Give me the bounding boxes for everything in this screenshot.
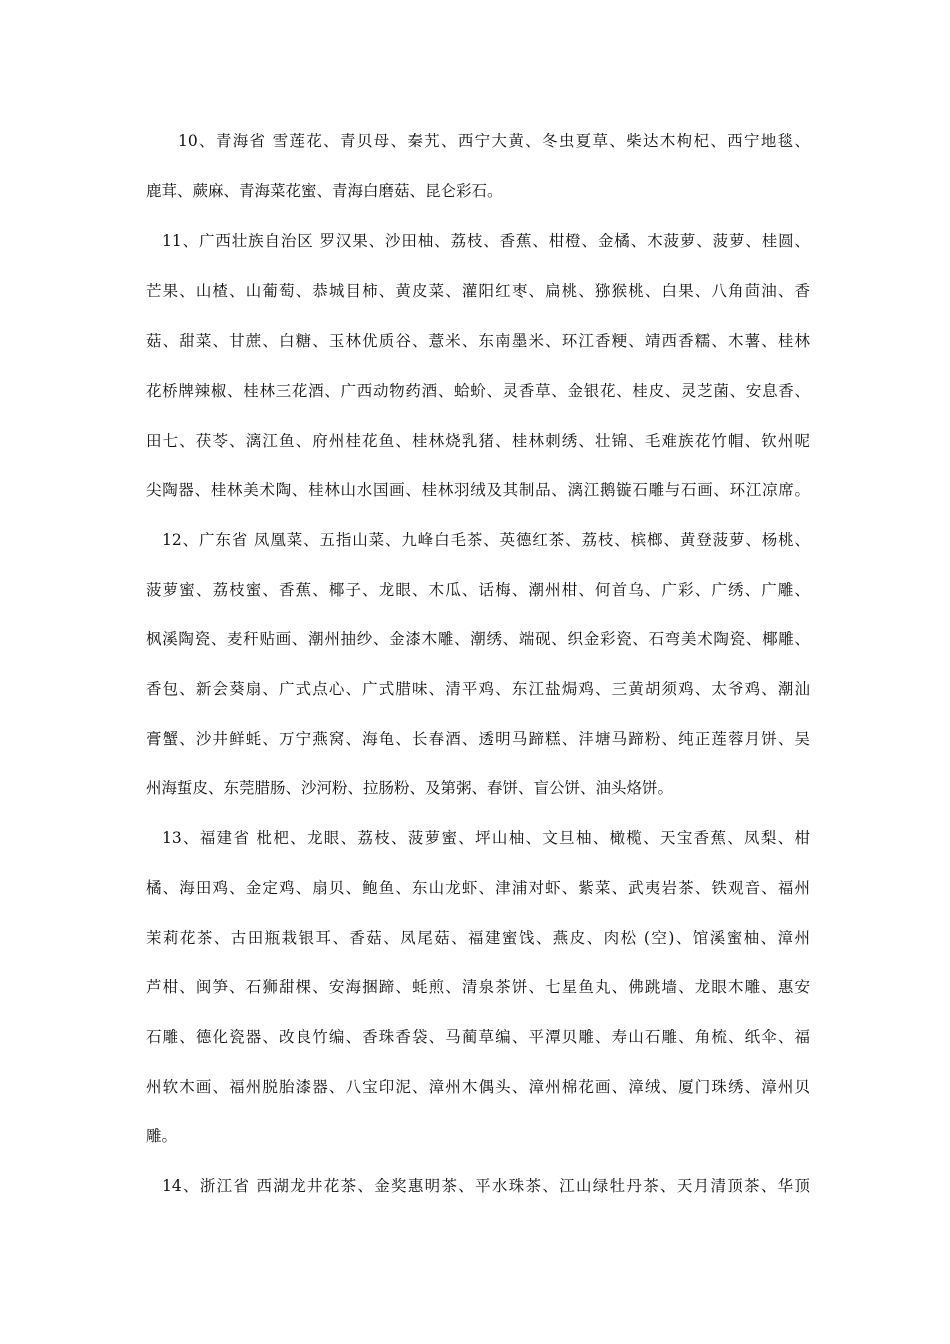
text-line-20: 州软木画、福州脱胎漆器、八宝印泥、漳州木偶头、漳州棉花画、漳绒、厦门珠绣、漳州贝 xyxy=(146,1078,810,1096)
text-line-18: 芦柑、闽笋、石狮甜棵、安海捆蹄、蚝煎、清泉茶饼、七星鱼丸、佛跳墙、龙眼木雕、惠安 xyxy=(146,978,810,996)
text-line-19: 石雕、德化瓷器、改良竹编、香珠香袋、马蔺草编、平潭贝雕、寿山石雕、角梳、纸伞、福 xyxy=(146,1028,810,1046)
text-line-21: 雕。 xyxy=(146,1127,178,1145)
text-line-13: 膏蟹、沙井鲜蚝、万宁燕窝、海龟、长春酒、透明马蹄糕、沣塘马蹄粉、纯正莲蓉月饼、吴 xyxy=(146,730,810,748)
text-line-2: 鹿茸、蕨麻、青海菜花蜜、青海白磨菇、昆仑彩石。 xyxy=(146,182,503,200)
text-line-7: 田七、茯苓、漓江鱼、府州桂花鱼、桂林烧乳猪、桂林刺绣、壮锦、毛难族花竹帽、钦州呢 xyxy=(146,432,810,450)
text-line-16: 橘、海田鸡、金定鸡、扇贝、鲍鱼、东山龙虾、津浦对虾、紫菜、武夷岩茶、铁观音、福州 xyxy=(146,879,810,897)
text-line-11: 枫溪陶瓷、麦秆贴画、潮州抽纱、金漆木雕、潮绣、端砚、织金彩瓷、石弯美术陶瓷、椰雕、 xyxy=(146,630,810,648)
text-line-12: 香包、新会葵扇、广式点心、广式腊味、清平鸡、东江盐焗鸡、三黄胡须鸡、太爷鸡、潮汕 xyxy=(146,680,810,698)
text-line-22: 14、浙江省 西湖龙井花茶、金奖惠明茶、平水珠茶、江山绿牡丹茶、天月清顶茶、华顶 xyxy=(162,1177,810,1195)
text-line-15: 13、福建省 枇杷、龙眼、荔枝、菠萝蜜、坪山柚、文旦柚、橄榄、天宝香蕉、凤梨、柑 xyxy=(162,829,810,847)
text-line-6: 花桥牌辣椒、桂林三花酒、广西动物药酒、蛤蚧、灵香草、金银花、桂皮、灵芝菌、安息香、 xyxy=(146,382,810,400)
text-line-8: 尖陶器、桂林美术陶、桂林山水国画、桂林羽绒及其制品、漓江鹅镟石雕与石画、环江凉席。 xyxy=(146,481,810,499)
text-line-10: 菠萝蜜、荔枝蜜、香蕉、椰子、龙眼、木瓜、话梅、潮州柑、何首乌、广彩、广绣、广雕、 xyxy=(146,581,810,599)
text-line-4: 芒果、山楂、山葡萄、恭城目柿、黄皮菜、灌阳红枣、扁桃、猕猴桃、白果、八角茴油、香 xyxy=(146,282,810,300)
text-line-3: 11、广西壮族自治区 罗汉果、沙田柚、荔枝、香蕉、柑橙、金橘、木菠萝、菠萝、桂圆、 xyxy=(162,232,810,250)
text-line-9: 12、广东省 凤凰菜、五指山菜、九峰白毛茶、英德红茶、荔枝、槟榔、黄登菠萝、杨桃、 xyxy=(162,531,810,549)
text-line-14: 州海蜇皮、东莞腊肠、沙河粉、拉肠粉、及第粥、春饼、盲公饼、油头烙饼。 xyxy=(146,779,674,797)
text-line-17: 茉莉花茶、古田瓶栽银耳、香菇、凤尾菇、福建蜜饯、燕皮、肉松 (空)、馆溪蜜柚、漳州 xyxy=(146,929,810,947)
text-line-1: 10、青海省 雪莲花、青贝母、秦艽、西宁大黄、冬虫夏草、柴达木枸杞、西宁地毯、 xyxy=(178,132,810,150)
text-line-5: 菇、甜菜、甘蔗、白糖、玉林优质谷、薏米、东南墨米、环江香粳、靖西香糯、木薯、桂林 xyxy=(146,332,810,350)
